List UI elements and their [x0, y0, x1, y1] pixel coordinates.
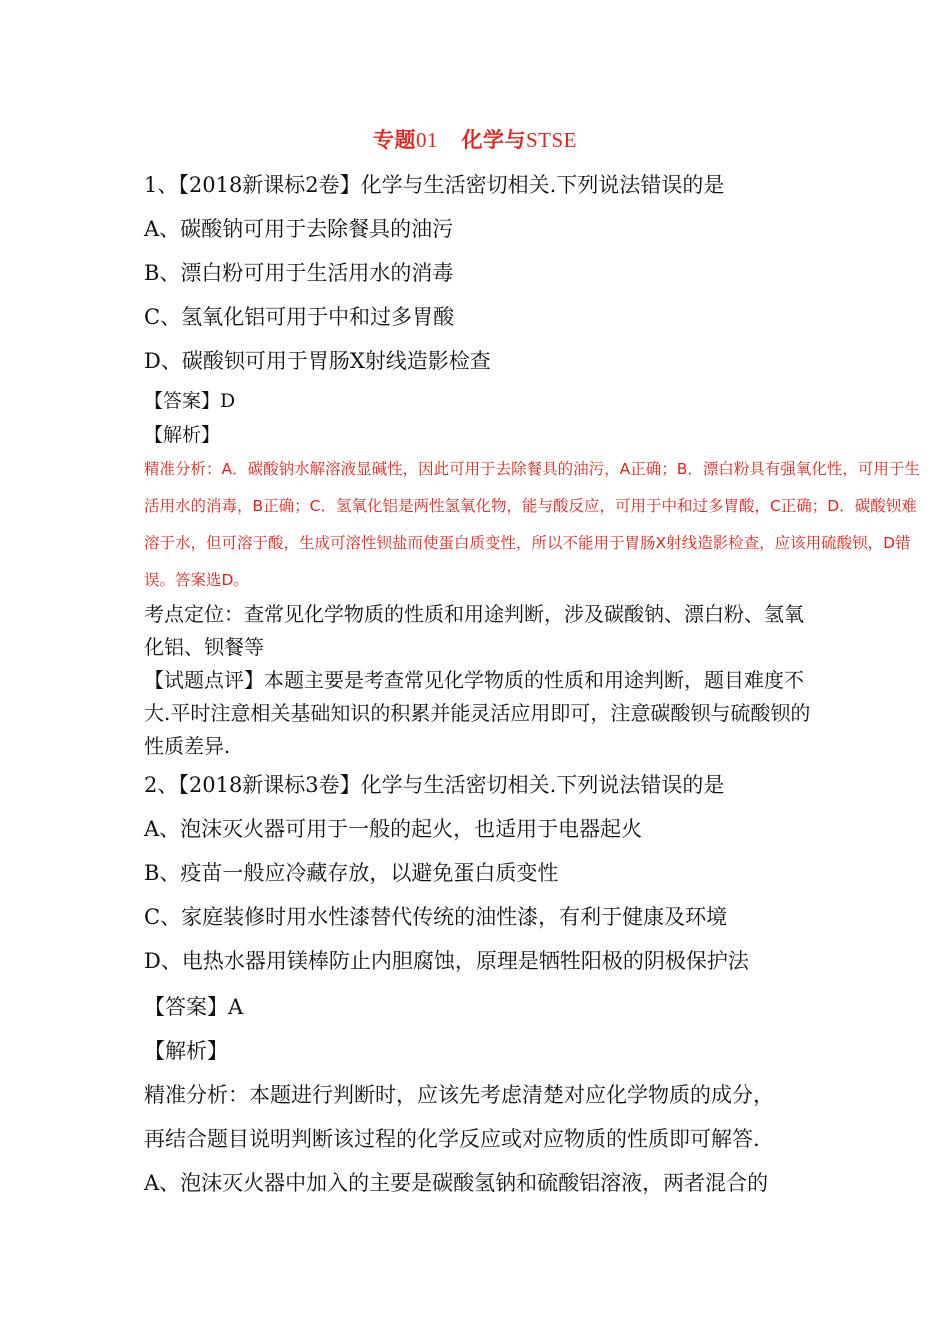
q2-answer: 【答案】A [144, 995, 244, 1019]
title-prefix: 专题 [373, 128, 417, 152]
q2-analysis-line-2: 再结合题目说明判断该过程的化学反应或对应物质的性质即可解答. [144, 1127, 760, 1151]
q1-option-d: D、碳酸钡可用于胃肠X射线造影检查 [144, 349, 491, 373]
q2-analysis-line-1: 精准分析：本题进行判断时，应该先考虑清楚对应化学物质的成分， [144, 1083, 774, 1107]
q1-analysis-text: 精准分析：A．碳酸钠水解溶液显碱性，因此可用于去除餐具的油污，A正确；B．漂白粉具有强氧化性，可用于生活用水的消毒，B正确；C．氢氧化铝是两性氢氧化物，能与酸反应，可用于中和过多胃酸，C正确；D．碳酸钡难溶于水，但可溶于酸，生成可溶性钡盐而使蛋白质变性，所以不能用于胃肠X射线造影检查，应该用硫酸钡，D错误。答案选D。 [144, 460, 920, 589]
q1-stem: 1、【2018新课标2卷】化学与生活密切相关.下列说法错误的是 [144, 173, 725, 197]
q2-option-c: C、家庭装修时用水性漆替代传统的油性漆，有利于健康及环境 [144, 905, 728, 929]
title-number: 01 [416, 128, 439, 152]
title-latin: STSE [525, 128, 577, 152]
q1-comment: 【试题点评】本题主要是考查常见化学物质的性质和用途判断，题目难度不大.平时注意相关基础知识的积累并能灵活应用即可，注意碳酸钡与硫酸钡的性质差异. [144, 668, 811, 758]
q1-option-c: C、氢氧化铝可用于中和过多胃酸 [144, 305, 455, 329]
page-title [0, 124, 950, 154]
q1-option-b: B、漂白粉可用于生活用水的消毒 [144, 261, 454, 285]
q1-analysis-label: 【解析】 [144, 424, 221, 446]
q2-analysis-line-3: A、泡沫灭火器中加入的主要是碳酸氢钠和硫酸铝溶液，两者混合的 [144, 1171, 769, 1195]
q2-option-a: A、泡沫灭火器可用于一般的起火，也适用于电器起火 [144, 817, 643, 841]
q2-option-b: B、疫苗一般应冷藏存放，以避免蛋白质变性 [144, 861, 559, 885]
q2-stem: 2、【2018新课标3卷】化学与生活密切相关.下列说法错误的是 [144, 773, 725, 797]
q2-analysis-label: 【解析】 [144, 1039, 228, 1063]
title-main: 化学与 [461, 128, 526, 152]
q1-kaodian: 考点定位：查常见化学物质的性质和用途判断，涉及碳酸钠、漂白粉、氢氧化铝、钡餐等 [144, 602, 804, 659]
q1-answer: 【答案】D [144, 390, 236, 412]
q2-option-d: D、电热水器用镁棒防止内胆腐蚀，原理是牺牲阳极的阴极保护法 [144, 949, 749, 973]
q1-option-a: A、碳酸钠可用于去除餐具的油污 [144, 217, 454, 241]
